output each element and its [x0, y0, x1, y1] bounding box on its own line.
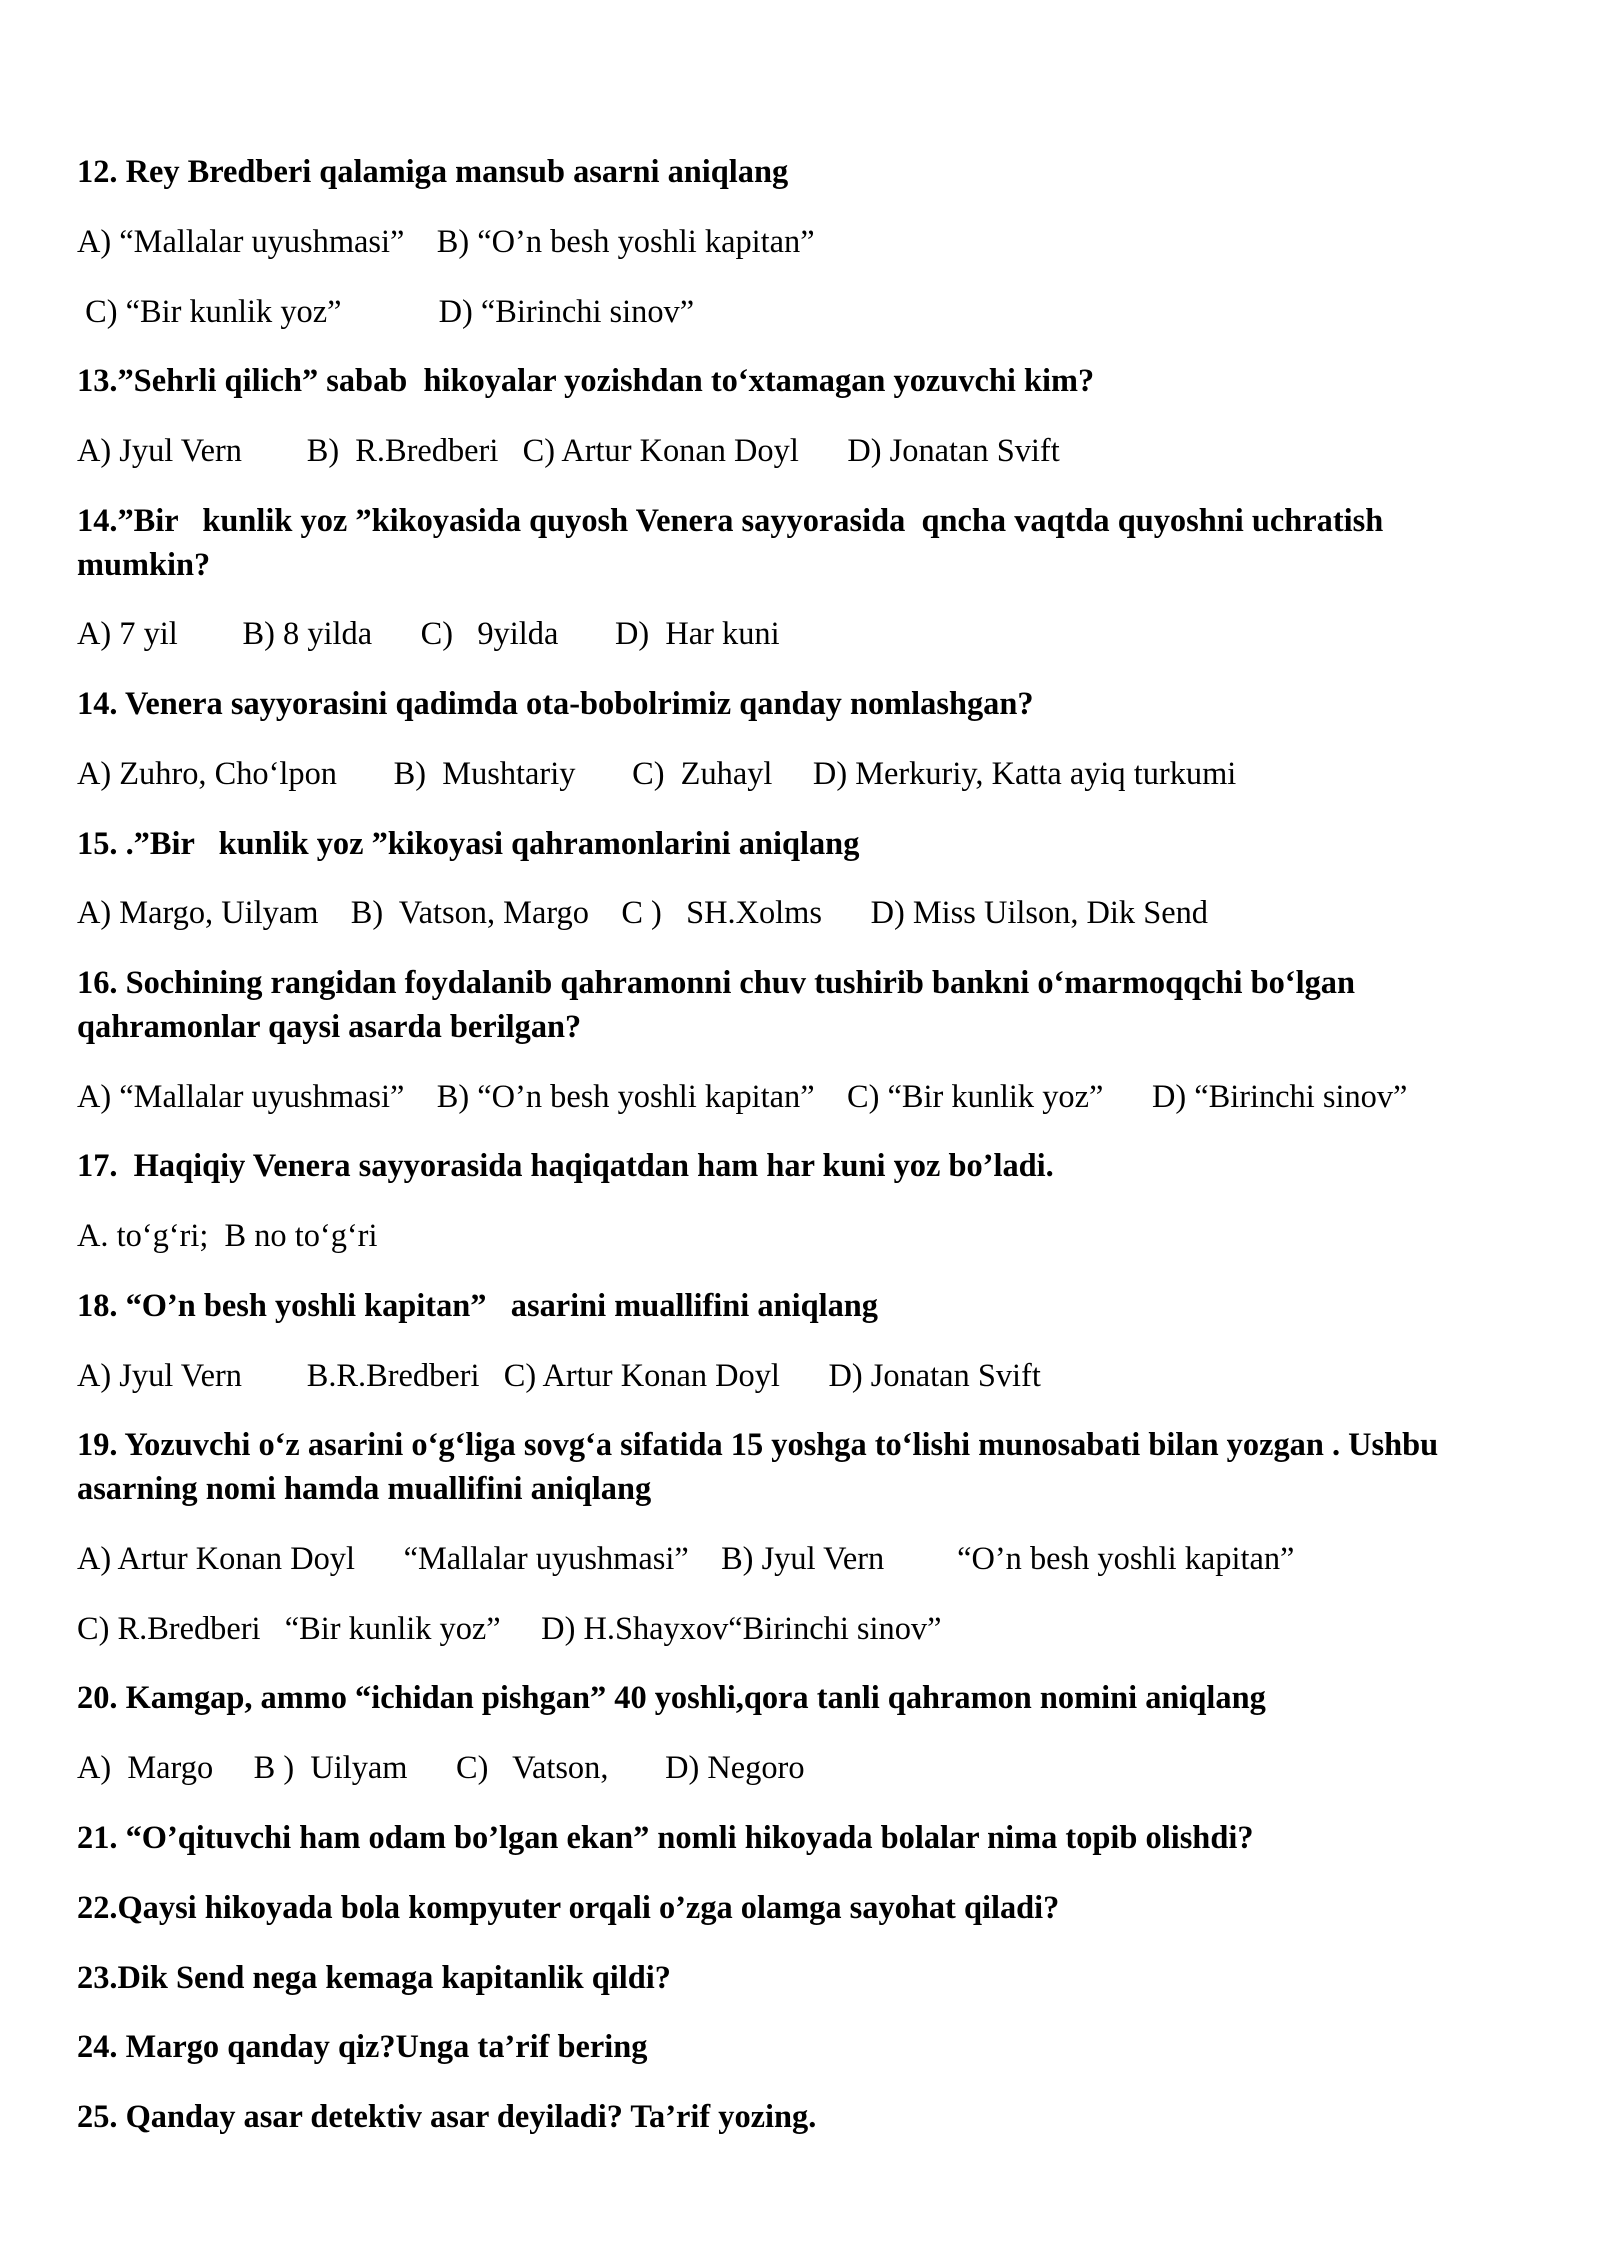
- question-prompt: 14. Venera sayyorasini qadimda ota-bobolrimiz qanday nomlashgan?: [77, 686, 1034, 723]
- question-24: [77, 2026, 1600, 2070]
- question-25: [77, 2096, 1600, 2140]
- answer-options-line: A) Jyul Vern B) R.Bredberi C) Artur Konan Doyl D) Jonatan Svift: [77, 433, 1060, 470]
- answer-options-line: A) Margo, Uilyam B) Vatson, Margo C ) SH.Xolms D) Miss Uilson, Dik Send: [77, 895, 1208, 932]
- answer-options-line: A) “Mallalar uyushmasi” B) “O’n besh yoshli kapitan”: [77, 223, 815, 260]
- question-12: [77, 151, 1600, 334]
- question-prompt: 15. .”Bir kunlik yoz ”kikoyasi qahramonlarini aniqlang: [77, 825, 860, 862]
- question-13: [77, 360, 1600, 473]
- answer-options-line: A. to‘g‘ri; B no to‘g‘ri: [77, 1218, 378, 1255]
- question-prompt: 24. Margo qanday qiz?Unga ta’rif bering: [77, 2029, 648, 2066]
- answer-options-line: A) 7 yil B) 8 yilda C) 9yilda D) Har kuni: [77, 616, 780, 653]
- question-prompt: 14.”Bir kunlik yoz ”kikoyasida quyosh Venera sayyorasida qncha vaqtda quyoshni uchratish mumkin?: [77, 502, 1392, 583]
- question-prompt: 13.”Sehrli qilich” sabab hikoyalar yozishdan to‘xtamagan yozuvchi kim?: [77, 363, 1095, 400]
- question-prompt: 20. Kamgap, ammo “ichidan pishgan” 40 yoshli,qora tanli qahramon nomini aniqlang: [77, 1680, 1266, 1717]
- question-20: [77, 1677, 1600, 1790]
- answer-options-line: A) “Mallalar uyushmasi” B) “O’n besh yoshli kapitan” C) “Bir kunlik yoz” D) “Birinchi sinov”: [77, 1078, 1408, 1115]
- question-14a: [77, 500, 1600, 657]
- question-15: [77, 823, 1600, 936]
- answer-options-line: C) “Bir kunlik yoz” D) “Birinchi sinov”: [77, 293, 695, 330]
- question-16: [77, 962, 1600, 1119]
- question-prompt: 23.Dik Send nega kemaga kapitanlik qildi?: [77, 1959, 671, 1996]
- question-prompt: 22.Qaysi hikoyada bola kompyuter orqali o’zga olamga sayohat qiladi?: [77, 1889, 1060, 1926]
- answer-options-line: A) Zuhro, Cho‘lpon B) Mushtariy C) Zuhayl D) Merkuriy, Katta ayiq turkumi: [77, 755, 1237, 792]
- question-23: [77, 1957, 1600, 2001]
- question-prompt: 17. Haqiqiy Venera sayyorasida haqiqatdan ham har kuni yoz bo’ladi.: [77, 1148, 1054, 1185]
- question-prompt: 19. Yozuvchi o‘z asarini o‘g‘liga sovg‘a sifatida 15 yoshga to‘lishi munosabati bilan yozgan . Ushbu asarning nomi hamda muallifini aniqlang: [77, 1427, 1447, 1508]
- question-prompt: 12. Rey Bredberi qalamiga mansub asarni aniqlang: [77, 154, 789, 190]
- answer-options-line: C) R.Bredberi “Bir kunlik yoz” D) H.Shayxov“Birinchi sinov”: [77, 1610, 942, 1647]
- question-prompt: 21. “O’qituvchi ham odam bo’lgan ekan” nomli hikoyada bolalar nima topib olishdi?: [77, 1819, 1254, 1856]
- question-14b: [77, 683, 1600, 796]
- question-18: [77, 1285, 1600, 1398]
- question-17: [77, 1145, 1600, 1258]
- question-prompt: 16. Sochining rangidan foydalanib qahramonni chuv tushirib bankni o‘marmoqqchi bo‘lgan qahramonlar qaysi asarda berilgan?: [77, 965, 1364, 1045]
- question-22: [77, 1887, 1600, 1931]
- question-21: [77, 1817, 1600, 1861]
- question-prompt: 18. “O’n besh yoshli kapitan” asarini muallifini aniqlang: [77, 1287, 878, 1324]
- answer-options-line: A) Jyul Vern B.R.Bredberi C) Artur Konan Doyl D) Jonatan Svift: [77, 1357, 1041, 1394]
- question-prompt: 25. Qanday asar detektiv asar deyiladi? Ta’rif yozing.: [77, 2099, 817, 2136]
- answer-options-line: A) Artur Konan Doyl “Mallalar uyushmasi” B) Jyul Vern “O’n besh yoshli kapitan”: [77, 1540, 1295, 1577]
- question-19: [77, 1424, 1600, 1651]
- answer-options-line: A) Margo B ) Uilyam C) Vatson, D) Negoro: [77, 1750, 805, 1787]
